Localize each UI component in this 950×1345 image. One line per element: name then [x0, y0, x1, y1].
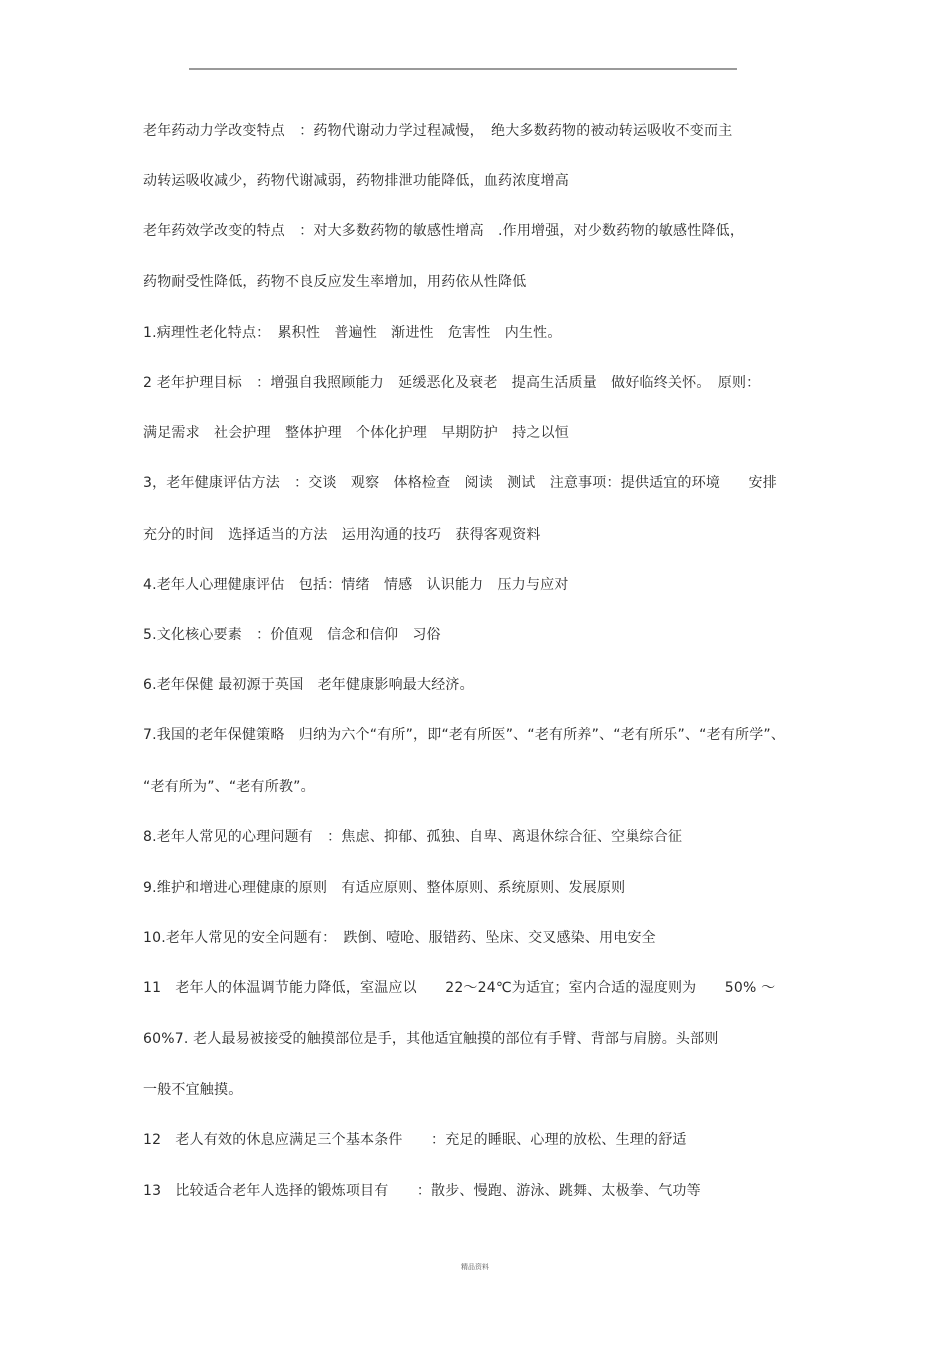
text-line: 11 老年人的体温调节能力降低，室温应以 22～24℃为适宜；室内合适的湿度则为 50% ～: [143, 980, 776, 996]
text-line: 一般不宜触摸。: [143, 1082, 243, 1098]
text-line: 老年药效学改变的特点 ：对大多数药物的敏感性增高 .作用增强，对少数药物的敏感性降低，: [143, 223, 745, 239]
text-line: 充分的时间 选择适当的方法 运用沟通的技巧 获得客观资料: [143, 527, 541, 543]
text-line: 2 老年护理目标 ：增强自我照顾能力 延缓恶化及衰老 提高生活质量 做好临终关怀。 原则：: [143, 375, 761, 391]
text-line: 12 老人有效的休息应满足三个基本条件 ：充足的睡眠、心理的放松、生理的舒适: [143, 1132, 687, 1148]
text-line: “老有所为”、“老有所教”。: [143, 779, 315, 795]
text-line: 1.病理性老化特点： 累积性 普遍性 渐进性 危害性 内生性。: [143, 325, 562, 341]
text-line: 6.老年保健 最初源于英国 老年健康影响最大经济。: [143, 677, 474, 693]
text-line: 13 比较适合老年人选择的锻炼项目有 ：散步、慢跑、游泳、跳舞、太极拳、气功等: [143, 1183, 701, 1199]
text-line: 7.我国的老年保健策略 归纳为六个“有所”，即“老有所医”、“老有所养”、“老有所乐”、“老有所学”、: [143, 727, 786, 743]
text-line: 动转运吸收减少，药物代谢减弱，药物排泄功能降低，血药浓度增高: [143, 173, 569, 189]
top-rule: [189, 68, 737, 70]
text-line: 5.文化核心要素 ：价值观 信念和信仰 习俗: [143, 627, 441, 643]
text-line: 4.老年人心理健康评估 包括：情绪 情感 认识能力 压力与应对: [143, 577, 569, 593]
text-line: 药物耐受性降低，药物不良反应发生率增加，用药依从性降低: [143, 274, 527, 290]
text-line: 10.老年人常见的安全问题有： 跌倒、噎呛、服错药、坠床、交叉感染、用电安全: [143, 930, 656, 946]
text-line: 8.老年人常见的心理问题有 ：焦虑、抑郁、孤独、自卑、离退休综合征、空巢综合征: [143, 829, 683, 845]
text-line: 9.维护和增进心理健康的原则 有适应原则、整体原则、系统原则、发展原则: [143, 880, 626, 896]
text-line: 60%7. 老人最易被接受的触摸部位是手，其他适宜触摸的部位有手臂、背部与肩膀。头部则: [143, 1031, 719, 1047]
page-footer: 精品资料: [461, 1263, 489, 1271]
text-line: 满足需求 社会护理 整体护理 个体化护理 早期防护 持之以恒: [143, 425, 569, 441]
text-line: 老年药动力学改变特点 ：药物代谢动力学过程减慢， 绝大多数药物的被动转运吸收不变而主: [143, 123, 733, 139]
text-line: 3，老年健康评估方法 ：交谈 观察 体格检查 阅读 测试 注意事项：提供适宜的环境 安排: [143, 475, 777, 491]
